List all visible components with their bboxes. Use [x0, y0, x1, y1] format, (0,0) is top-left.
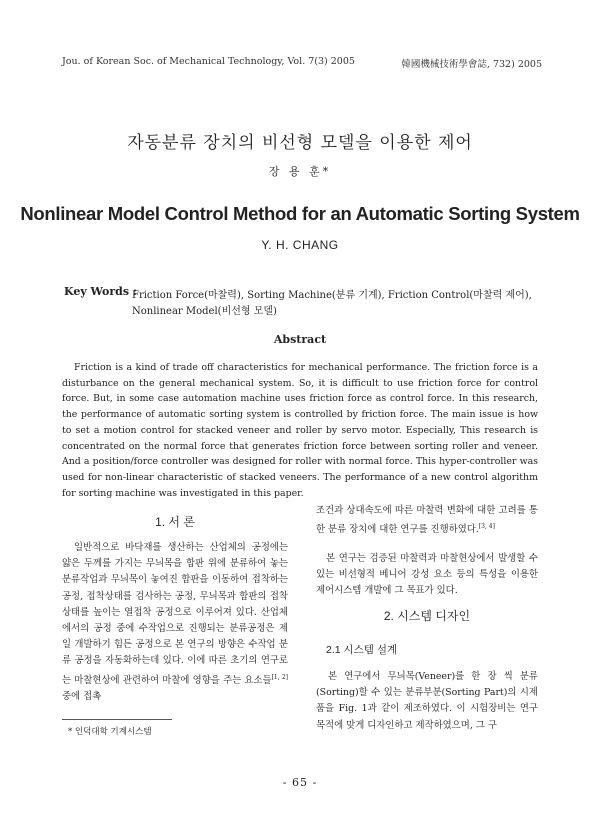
- footnote-divider: [62, 719, 172, 720]
- korean-title: 자동분류 장치의 비선형 모델을 이용한 제어: [127, 133, 473, 153]
- abstract-heading: Abstract: [273, 333, 327, 346]
- keywords-line-1: Friction Force(마찰력), Sorting Machine(분류 기계), Friction Control(마찰력 제어),: [132, 290, 532, 301]
- abstract-text: Friction is a kind of trade off characteristics for mechanical performance. The friction force is a disturbance on the general mechanical system. So, it is difficult to use friction force for control force. But, in some case automation machine uses friction force as control force. In this research, the performance of automatic sorting system is controlled by friction force. The main issue is how to set a motion control for stacked veneer and roller by servo motor. Especially, This research is concentrated on the normal force that generates friction force between sorting roller and veneer. And a position/force controller was designed for roller with normal force. This hyper-controller was used for non-linear characteristic of stacked veneers. The performance of a new control algorithm for sorting machine was investigated in this paper.: [62, 362, 538, 499]
- journal-header-left: Jou. of Korean Soc. of Mechanical Technology, Vol. 7(3) 2005: [62, 56, 355, 67]
- author-affiliation-footnote: * 인덕대학 기계시스템: [68, 727, 152, 737]
- keywords-label: Key Words :: [64, 285, 137, 298]
- english-author: Y. H. CHANG: [261, 238, 339, 252]
- subsection-2-1-heading: 2.1 시스템 설계: [326, 644, 398, 656]
- korean-author: 장 용 훈*: [268, 165, 332, 178]
- keywords-line-2: Nonlinear Model(비선형 모델): [132, 306, 277, 317]
- section-1-heading: 1. 서 론: [155, 515, 195, 529]
- journal-header-right: 韓國機械技術學會誌, 732) 2005: [401, 59, 542, 70]
- section-2-heading: 2. 시스템 디자인: [383, 609, 471, 623]
- section-1-body: [62, 540, 288, 705]
- citation-1-2: [1, 2]: [271, 673, 288, 681]
- continuation-text: 조건과 상대속도에 따른 마찰력 변화에 대한 고려를 통한 분류 장치에 대한 연구를 진행하였다.: [316, 505, 538, 536]
- section-1-text-end: 중에 접촉: [62, 690, 102, 702]
- section-1-text: 일반적으로 바닥재를 생산하는 산업체의 공정에는 얇은 두께를 가지는 무늬목을 합판 위에 분류하여 놓는 분류작업과 무늬목이 놓여진 합판을 이동하여 접착하는 공정, 접착상태를 검사하는 공정, 무늬목과 합판의 접착상태를 높이는 열접착 공정으로 이루어져 있다. 산업체에서의 공정 중에 수작업으로 진행되는 분류공정은 제일 개발하기 힘든 공정으로 본 연구의 방향은 수작업 분류 공정을 자동화하는데 있다. 이에 따른 초기의 연구로는 마찰현상에 관련하여 마찰에 영향을 주는 요소들: [62, 542, 288, 686]
- section-1-continuation: [316, 503, 538, 539]
- english-title: Nonlinear Model Control Method for an Automatic Sorting System: [20, 203, 580, 224]
- citation-3-4: [3, 4]: [478, 523, 495, 531]
- page-number: - 65 -: [282, 776, 318, 789]
- section-1-goal-paragraph: 본 연구는 검증된 마찰력과 마찰현상에서 발생할 수 있는 비선형적 베니어 강성 요소 등의 특성을 이용한 제어시스템 개발에 그 목표가 있다.: [316, 553, 538, 597]
- subsection-2-1-body: 본 연구에서 무늬목(Veneer)를 한 장 씩 분류(Sorting)할 수 있는 분류부분(Sorting Part)의 시제품을 Fig. 1과 같이 제조하였다. 이 시험장비는 연구 목적에 맞게 디자인하고 제작하였으며, 그 구: [316, 671, 538, 731]
